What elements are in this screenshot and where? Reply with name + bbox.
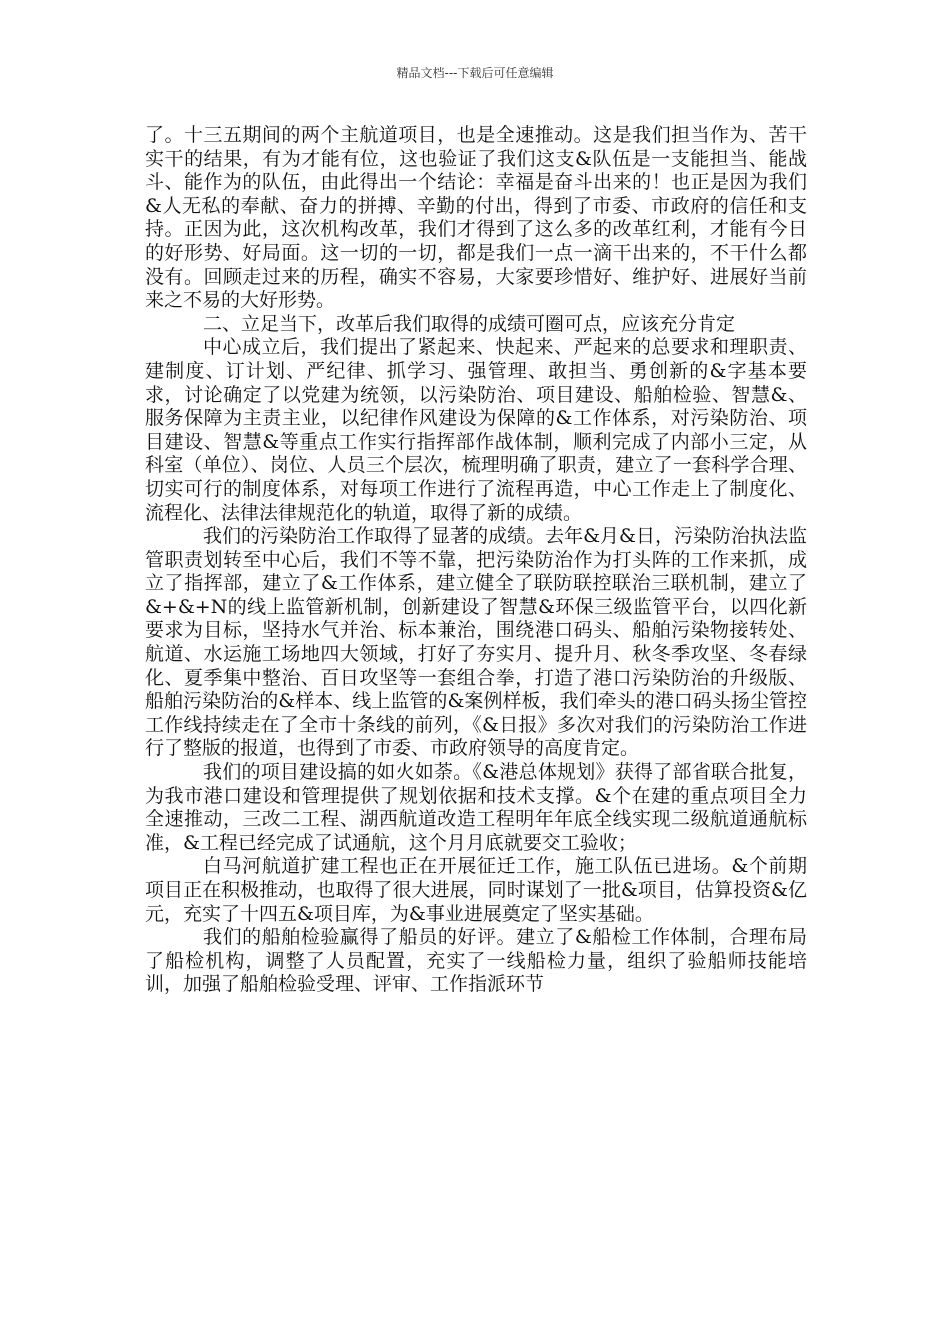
paragraph: 了。十三五期间的两个主航道项目，也是全速推动。这是我们担当作为、苦干实干的结果，有为才能有位，这也验证了我们这支&队伍是一支能担当、能战斗、能作为的队伍，由此得出一个结论：幸福是奋斗出来的！也正是因为我们&人无私的奉献、奋力的拼搏、辛勤的付出，得到了市委、市政府的信任和支持。正因为此，这次机构改革，我们才得到了这么多的改革红利，才能有今日的好形势、好局面。这一切的一切，都是我们一点一滴干出来的，不干什么都没有。回顾走过来的历程，确实不容易，大家要珍惜好、维护好、进展好当前来之不易的大好形势。 [145, 124, 807, 312]
paragraph: 我们的污染防治工作取得了显著的成绩。去年&月&日，污染防治执法监管职责划转至中心后，我们不等不靠，把污染防治作为打头阵的工作来抓，成立了指挥部，建立了&工作体系，建立健全了联防联控联治三联机制，建立了&+&+N的线上监管新机制，创新建设了智慧&环保三级监管平台，以四化新要求为目标，坚持水气并治、标本兼治，围绕港口码头、船舶污染物接转处、航道、水运施工场地四大领域，打好了夯实月、提升月、秋冬季攻坚、冬春绿化、夏季集中整治、百日攻坚等一套组合拳，打造了港口污染防治的升级版、船舶污染防治的&样本、线上监管的&案例样板，我们牵头的港口码头扬尘管控工作线持续走在了全市十条线的前列，《&日报》多次对我们的污染防治工作进行了整版的报道，也得到了市委、市政府领导的高度肯定。 [145, 525, 807, 760]
page-header: 精品文档---下载后可任意编辑 [396, 66, 554, 80]
document-body [145, 124, 807, 997]
section-heading: 二、立足当下，改革后我们取得的成绩可圈可点，应该充分肯定 [203, 312, 736, 335]
paragraph: 我们的船舶检验赢得了船员的好评。建立了&船检工作体制，合理布局了船检机构，调整了人员配置，充实了一线船检力量，组织了验船师技能培训，加强了船舶检验受理、评审、工作指派环节 [145, 926, 807, 996]
paragraph: 我们的项目建设搞的如火如荼。《&港总体规划》获得了部省联合批复，为我市港口建设和管理提供了规划依据和技术支撑。&个在建的重点项目全力全速推动，三改二工程、湖西航道改造工程明年年底全线实现二级航道通航标准，&工程已经完成了试通航，这个月月底就要交工验收； [145, 761, 807, 854]
paragraph: 白马河航道扩建工程也正在开展征迁工作，施工队伍已进场。&个前期项目正在积极推动，也取得了很大进展，同时谋划了一批&项目，估算投资&亿元，充实了十四五&项目库，为&事业进展奠定了坚实基础。 [145, 855, 807, 925]
paragraph: 中心成立后，我们提出了紧起来、快起来、严起来的总要求和理职责、建制度、订计划、严纪律、抓学习、强管理、敢担当、勇创新的&字基本要求，讨论确定了以党建为统领，以污染防治、项目建设、船舶检验、智慧&、服务保障为主责主业，以纪律作风建设为保障的&工作体系，对污染防治、项目建设、智慧&等重点工作实行指挥部作战体制，顺利完成了内部小三定，从科室（单位）、岗位、人员三个层次，梳理明确了职责，建立了一套科学合理、切实可行的制度体系，对每项工作进行了流程再造，中心工作走上了制度化、流程化、法律法律规范化的轨道，取得了新的成绩。 [145, 336, 807, 524]
